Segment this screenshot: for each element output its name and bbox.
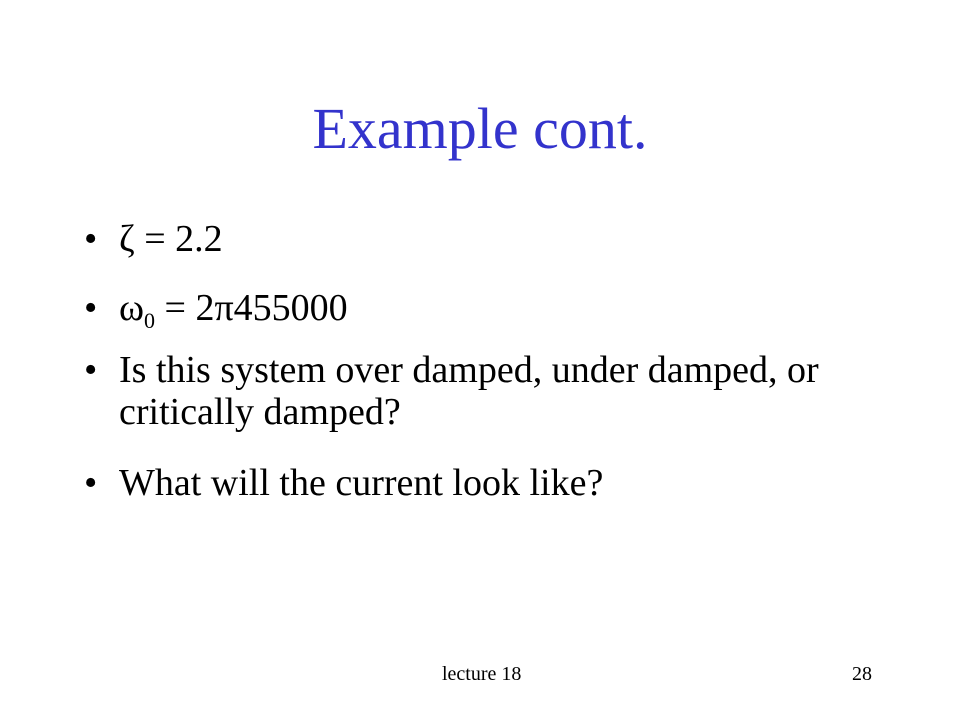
- damping-question-text: Is this system over damped, under damped, or critically damped?: [119, 349, 819, 433]
- bullet-dot: •: [84, 218, 98, 260]
- omega-value: 455000: [233, 287, 348, 329]
- footer-page-number: 28: [852, 663, 872, 685]
- omega-symbol: ω: [119, 287, 145, 329]
- current-question-text: What will the current look like?: [119, 462, 604, 504]
- omega-equals: = 2: [155, 287, 215, 329]
- bullet-damping-question: [84, 349, 889, 433]
- bullet-dot: •: [84, 287, 98, 329]
- bullet-dot: •: [84, 349, 98, 391]
- footer-lecture-label: lecture 18: [442, 663, 522, 685]
- omega-subscript: 0: [144, 308, 156, 333]
- pi-symbol: π: [214, 287, 234, 329]
- slide-title: Example cont.: [312, 96, 648, 161]
- bullet-current-question: [84, 462, 603, 504]
- bullet-dot: •: [84, 462, 98, 504]
- zeta-value: = 2.2: [134, 218, 223, 260]
- zeta-symbol: ζ: [119, 218, 135, 260]
- bullet-zeta: [84, 218, 223, 260]
- bullet-omega: [84, 287, 348, 342]
